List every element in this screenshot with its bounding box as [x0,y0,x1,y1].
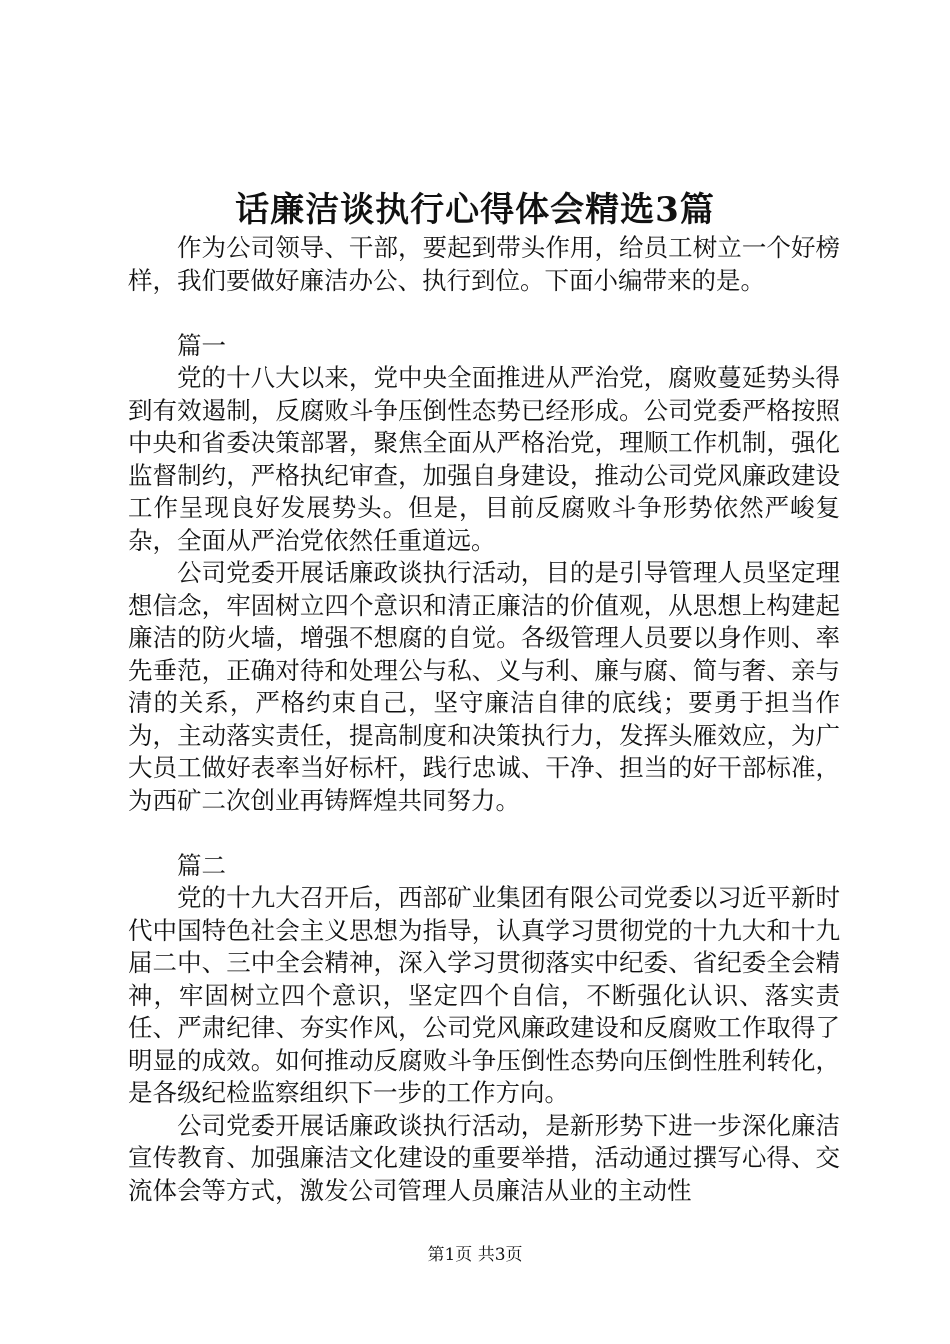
page-footer: 第1页 共3页 [427,1245,523,1265]
paragraph-spacer [128,297,840,330]
document-title: 话廉洁谈执行心得体会精选3篇 [235,190,715,230]
section-2-paragraph-1: 党的十九大召开后，西部矿业集团有限公司党委以习近平新时代中国特色社会主义思想为指导，认真学习贯彻党的十九大和十九届二中、三中全会精神，深入学习贯彻落实中纪委、省纪委全会精神，牢固树立四个意识，坚定四个自信，不断强化认识、落实责任、严肃纪律、夯实作风，公司党风廉政建设和反腐败工作取得了明显的成效。如何推动反腐败斗争压倒性态势向压倒性胜利转化，是各级纪检监察组织下一步的工作方向。 [128,883,840,1107]
intro-paragraph: 作为公司领导、干部，要起到带头作用，给员工树立一个好榜样，我们要做好廉洁办公、执行到位。下面小编带来的是。 [128,233,840,295]
section-heading-2: 篇二 [177,850,226,880]
section-2-paragraph-2: 公司党委开展话廉政谈执行活动，是新形势下进一步深化廉洁宣传教育、加强廉洁文化建设的重要举措，活动通过撰写心得、交流体会等方式，激发公司管理人员廉洁从业的主动性 [128,1110,840,1205]
document-body [128,232,840,1207]
section-heading-1: 篇一 [177,330,226,360]
section-1-paragraph-2: 公司党委开展话廉政谈执行活动，目的是引导管理人员坚定理想信念，牢固树立四个意识和清正廉洁的价值观，从思想上构建起廉洁的防火墙，增强不想腐的自觉。各级管理人员要以身作则、率先垂范，正确对待和处理公与私、义与利、廉与腐、简与奢、亲与清的关系，严格约束自己，坚守廉洁自律的底线；要勇于担当作为，主动落实责任，提高制度和决策执行力，发挥头雁效应，为广大员工做好表率当好标杆，践行忠诚、干净、担当的好干部标准，为西矿二次创业再铸辉煌共同努力。 [128,558,840,815]
section-1-paragraph-1: 党的十八大以来，党中央全面推进从严治党，腐败蔓延势头得到有效遏制，反腐败斗争压倒性态势已经形成。公司党委严格按照中央和省委决策部署，聚焦全面从严格治党，理顺工作机制，强化监督制约，严格执纪审查，加强自身建设，推动公司党风廉政建设工作呈现良好发展势头。但是，目前反腐败斗争形势依然严峻复杂，全面从严治党依然任重道远。 [128,363,840,555]
paragraph-spacer [128,817,840,850]
